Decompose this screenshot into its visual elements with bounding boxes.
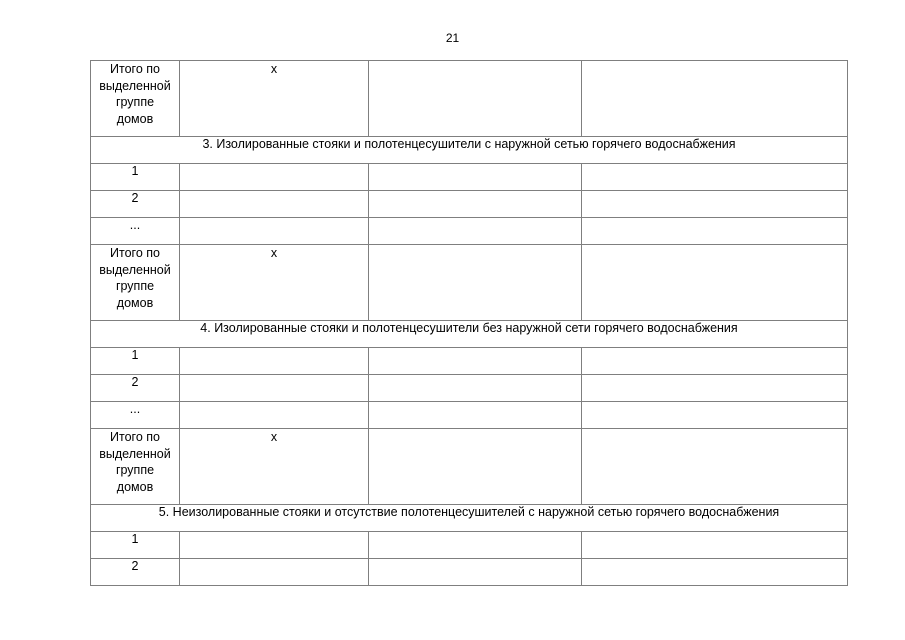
total-label-cell (91, 61, 180, 137)
empty-cell (180, 164, 369, 191)
total-label-line: группе (115, 463, 155, 477)
total-label-line: группе (115, 279, 155, 293)
total-label-line: Итого по (110, 62, 160, 76)
section-row (91, 137, 848, 164)
total-row (91, 61, 848, 137)
row-number: 2 (91, 559, 180, 586)
table-row (91, 402, 848, 429)
empty-cell (369, 191, 582, 218)
empty-cell (180, 191, 369, 218)
row-number: 1 (91, 348, 180, 375)
empty-cell (582, 402, 848, 429)
empty-cell (369, 218, 582, 245)
total-row (91, 245, 848, 321)
total-label-line: домов (116, 111, 154, 126)
empty-cell (582, 375, 848, 402)
empty-cell (369, 429, 582, 505)
empty-cell (180, 218, 369, 245)
empty-cell (582, 348, 848, 375)
empty-cell (582, 429, 848, 505)
table-row (91, 532, 848, 559)
empty-cell (582, 218, 848, 245)
x-mark-cell: x (180, 245, 369, 321)
empty-cell (369, 375, 582, 402)
section-heading: 5. Неизолированные стояки и отсутствие полотенцесушителей с наружной сетью горячего водоснабжения (91, 505, 848, 532)
empty-cell (582, 191, 848, 218)
total-label-line: группе (115, 95, 155, 109)
total-label-line: выделенной (99, 262, 171, 277)
section-row (91, 505, 848, 532)
data-table (90, 60, 848, 586)
empty-cell (180, 402, 369, 429)
x-mark-cell: x (180, 429, 369, 505)
table-row (91, 218, 848, 245)
total-label-line: домов (116, 479, 154, 494)
empty-cell (180, 375, 369, 402)
empty-cell (369, 532, 582, 559)
total-row (91, 429, 848, 505)
table-row (91, 348, 848, 375)
table-row (91, 164, 848, 191)
total-label-cell (91, 429, 180, 505)
page-number: 21 (445, 31, 460, 45)
empty-cell (369, 245, 582, 321)
empty-cell (369, 61, 582, 137)
x-mark-cell: x (180, 61, 369, 137)
total-label-line: Итого по (110, 430, 160, 444)
empty-cell (369, 348, 582, 375)
row-number: ... (91, 218, 180, 245)
empty-cell (369, 559, 582, 586)
total-label-line: Итого по (110, 246, 160, 260)
empty-cell (582, 245, 848, 321)
empty-cell (369, 402, 582, 429)
empty-cell (180, 559, 369, 586)
row-number: 2 (91, 191, 180, 218)
section-row (91, 321, 848, 348)
row-number: ... (91, 402, 180, 429)
empty-cell (369, 164, 582, 191)
table-row (91, 375, 848, 402)
empty-cell (180, 348, 369, 375)
total-label-line: домов (116, 295, 154, 310)
empty-cell (582, 532, 848, 559)
total-label-line: выделенной (99, 446, 171, 461)
empty-cell (582, 164, 848, 191)
section-heading: 3. Изолированные стояки и полотенцесушители с наружной сетью горячего водоснабжения (91, 137, 848, 164)
empty-cell (582, 559, 848, 586)
total-label-cell (91, 245, 180, 321)
table-row (91, 191, 848, 218)
empty-cell (582, 61, 848, 137)
table-row (91, 559, 848, 586)
total-label-line: выделенной (99, 78, 171, 93)
section-heading: 4. Изолированные стояки и полотенцесушители без наружной сети горячего водоснабжения (91, 321, 848, 348)
row-number: 2 (91, 375, 180, 402)
row-number: 1 (91, 532, 180, 559)
empty-cell (180, 532, 369, 559)
row-number: 1 (91, 164, 180, 191)
